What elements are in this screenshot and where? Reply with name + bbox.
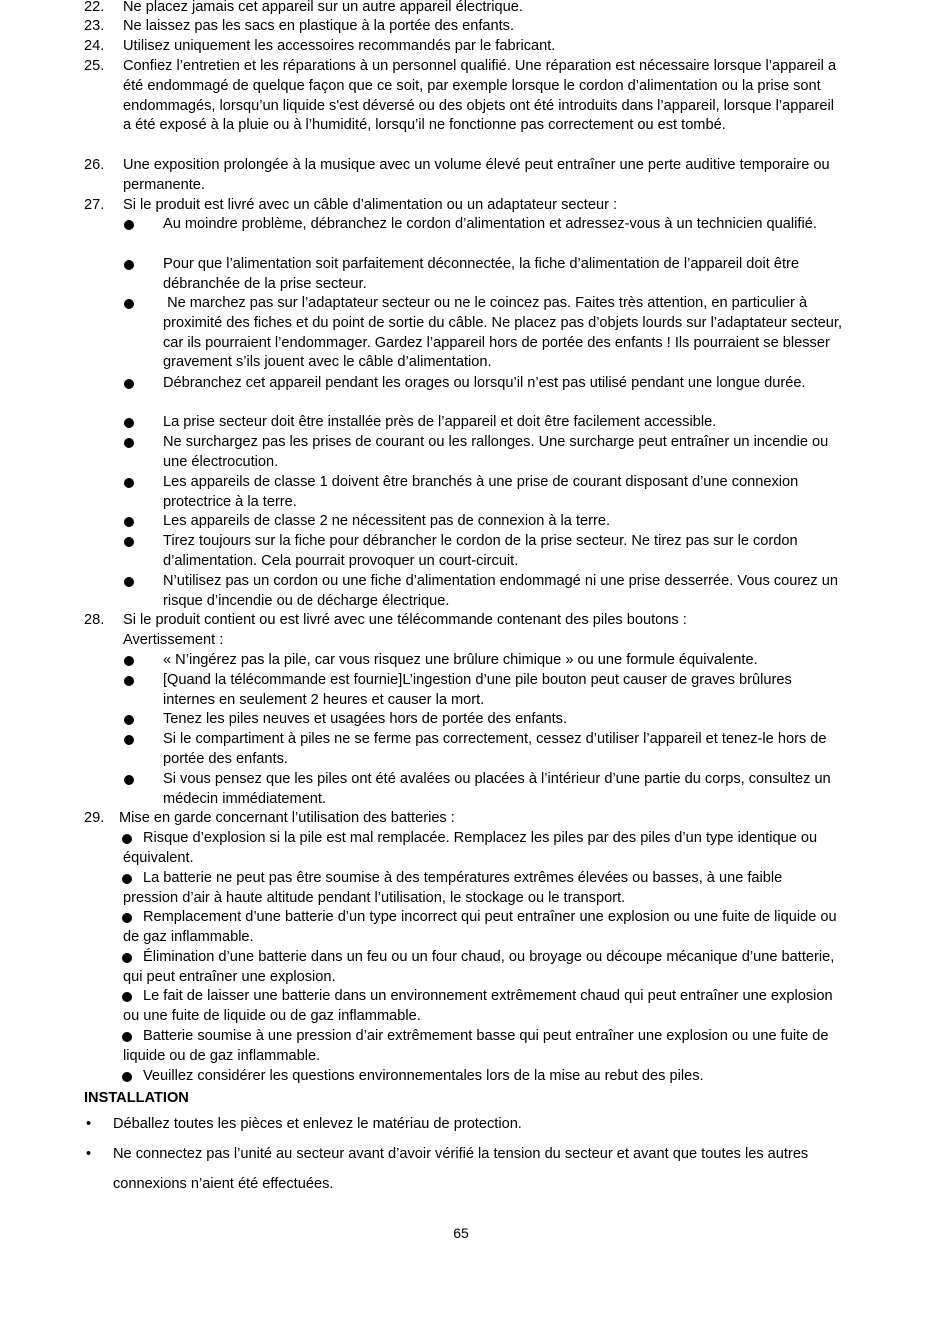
bullet-text: Veuillez considérer les questions environnementales lors de la mise au rebut des piles. [143, 1068, 704, 1084]
bullet-dot [124, 775, 134, 785]
item-number: 23. [84, 18, 105, 34]
bullet-text: Les appareils de classe 1 doivent être branchés à une prise de courant disposant d’une connexion protectrice à la terre. [163, 474, 799, 510]
item-number: 22. [84, 0, 105, 15]
bullet-text: La batterie ne peut pas être soumise à des températures extrêmes élevées ou basses, à une faible pression d’air à haute altitude pendant l’utilisation, le stockage ou le transport. [123, 870, 783, 906]
bullet-dot [124, 735, 134, 745]
bullet-text: Si le compartiment à piles ne se ferme pas correctement, cessez d’utiliser l’appareil et tenez-le hors de portée des enfants. [163, 731, 827, 767]
item-number: 25. [84, 58, 105, 74]
bullet-text: La prise secteur doit être installée près de l’appareil et doit être facilement accessible. [163, 414, 717, 430]
bullet-text: Le fait de laisser une batterie dans un environnement extrêmement chaud qui peut entraîner une explosion ou une fuite de liquide ou de gaz inflammable. [123, 988, 833, 1024]
bullet-text: Au moindre problème, débranchez le cordon d’alimentation et adressez-vous à un technicien qualifié. [163, 216, 817, 232]
item-text: Une exposition prolongée à la musique avec un volume élevé peut entraîner une perte auditive temporaire ou permanente. [123, 157, 830, 193]
item-number: 28. [84, 612, 105, 628]
bullet-text: N’utilisez pas un cordon ou une fiche d’alimentation endommagé ni une prise desserrée. Vous courez un risque d’incendie ou de décharge électrique. [163, 573, 838, 609]
bullet-dot [124, 676, 134, 686]
bullet-text: Tenez les piles neuves et usagées hors de portée des enfants. [163, 711, 568, 727]
item-number: 24. [84, 38, 105, 54]
bullet-text: Batterie soumise à une pression d’air extrêmement basse qui peut entraîner une explosion ou une fuite de liquide ou de gaz inflammable. [123, 1028, 829, 1064]
bullet-dot [124, 577, 134, 587]
item-subtext: Avertissement : [123, 632, 224, 648]
bullet-dot [124, 418, 134, 428]
bullet-text: Débranchez cet appareil pendant les orages ou lorsqu’il n’est pas utilisé pendant une longue durée. [163, 375, 806, 391]
bullet-dot [124, 517, 134, 527]
bullet-dot [124, 478, 134, 488]
bullet-dot [124, 299, 134, 309]
bullet-text: Tirez toujours sur la fiche pour débrancher le cordon de la prise secteur. Ne tirez pas sur le cordon d’alimentation. Cela pourrait provoquer un court-circuit. [163, 533, 798, 569]
bullet-text: Remplacement d’une batterie d’un type incorrect qui peut entraîner une explosion ou une fuite de liquide ou de gaz inflammable. [123, 909, 837, 945]
item-number: 29. [84, 810, 105, 826]
bullet-text: « N’ingérez pas la pile, car vous risquez une brûlure chimique » ou une formule équivalente. [163, 652, 758, 668]
item-text: Utilisez uniquement les accessoires recommandés par le fabricant. [123, 38, 556, 54]
item-text: Ne laissez pas les sacs en plastique à la portée des enfants. [123, 18, 515, 34]
bullet-text: [Quand la télécommande est fournie]L’ingestion d’une pile bouton peut causer de graves brûlures internes en seulement 2 heures et causer la mort. [163, 672, 792, 708]
bullet-text: Si vous pensez que les piles ont été avalées ou placées à l’intérieur d’une partie du corps, consultez un médecin immédiatement. [163, 771, 831, 807]
section-heading: INSTALLATION [84, 1090, 189, 1106]
item-number: 26. [84, 157, 105, 173]
bullet-dot [124, 260, 134, 270]
bullet-glyph: • [86, 1116, 92, 1132]
installation-item: Ne connectez pas l’unité au secteur avant d’avoir vérifié la tension du secteur et avant que toutes les autres connexions n’aient été effectuées. [113, 1146, 809, 1192]
bullet-text: Ne surchargez pas les prises de courant ou les rallonges. Une surcharge peut entraîner un incendie ou une électrocution. [163, 434, 829, 470]
item-text: Si le produit est livré avec un câble d’alimentation ou un adaptateur secteur : [123, 197, 618, 213]
bullet-dot [124, 438, 134, 448]
bullet-text: Pour que l’alimentation soit parfaitement déconnectée, la fiche d’alimentation de l’appareil doit être débranchée de la prise secteur. [163, 256, 800, 292]
page-number: 65 [453, 1225, 469, 1241]
bullet-dot [124, 715, 134, 725]
item-text: Mise en garde concernant l’utilisation des batteries : [119, 810, 455, 826]
bullet-glyph: • [86, 1146, 92, 1162]
bullet-text: Les appareils de classe 2 ne nécessitent pas de connexion à la terre. [163, 513, 611, 529]
bullet-text: Risque d’explosion si la pile est mal remplacée. Remplacez les piles par des piles d’un type identique ou équivalent. [123, 830, 818, 866]
item-text: Confiez l’entretien et les réparations à un personnel qualifié. Une réparation est nécessaire lorsque l’appareil a été endommagé de quelque façon que ce soit, par exemple lorsque le cordon d’alimentation ou la prise sont endommagés, lorsqu’un liquide s'est déversé ou des objets ont été introduits dans l’appareil, lorsque l’appareil a été exposé à la pluie ou à l’humidité, lorsqu’il ne fonctionne pas correctement ou est tombé. [123, 58, 837, 134]
bullet-dot [124, 656, 134, 666]
item-number: 27. [84, 197, 105, 213]
installation-item: Déballez toutes les pièces et enlevez le matériau de protection. [113, 1116, 522, 1132]
item-text: Si le produit contient ou est livré avec une télécommande contenant des piles boutons : [123, 612, 687, 628]
bullet-dot [124, 379, 134, 389]
item-text: Ne placez jamais cet appareil sur un autre appareil électrique. [123, 0, 523, 15]
bullet-text: Ne marchez pas sur l’adaptateur secteur ou ne le coincez pas. Faites très attention, en particulier à proximité des fiches et du point de sortie du câble. Ne placez pas d’objets lourds sur l’adaptateur secteur, car ils pourraient l’endommager. Gardez l’appareil hors de portée des enfants ! Ils pourraient se blesser gravement s’ils jouent avec le câble d’alimentation. [163, 295, 847, 371]
bullet-dot [124, 537, 134, 547]
bullet-dot [124, 220, 134, 230]
bullet-text: Élimination d’une batterie dans un feu ou un four chaud, ou broyage ou découpe mécanique d’une batterie, qui peut entraîner une explosion. [123, 949, 835, 985]
